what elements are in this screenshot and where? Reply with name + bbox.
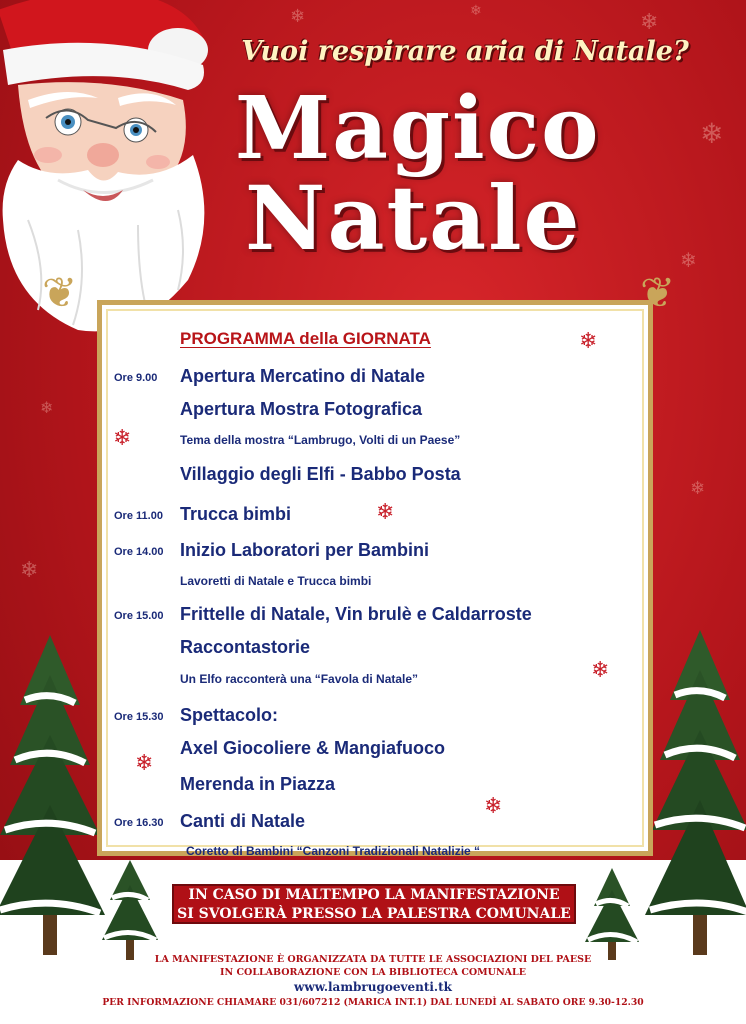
bad-weather-banner bbox=[172, 884, 576, 924]
schedule-subtext: Coretto di Bambini “Canzoni Tradizionali Natalizie “ bbox=[186, 844, 481, 858]
schedule-text: Merenda in Piazza bbox=[180, 774, 336, 794]
schedule-time: Ore 14.00 bbox=[114, 546, 164, 558]
frame-ornament-top-left-icon: ❦ bbox=[42, 268, 78, 317]
bg-snowflake-icon: ❄ bbox=[20, 558, 39, 583]
schedule-text: Trucca bimbi bbox=[180, 504, 292, 524]
schedule-text: Axel Giocoliere & Mangiafuoco bbox=[180, 738, 446, 758]
schedule-text: Raccontastorie bbox=[180, 637, 311, 657]
program-title: PROGRAMMA della GIORNATA bbox=[180, 329, 431, 348]
snowflake-icon: ❄ bbox=[113, 426, 132, 451]
banner-line-1: IN CASO DI MALTEMPO LA MANIFESTAZIONE bbox=[188, 887, 560, 903]
tree-right-icon bbox=[640, 630, 746, 970]
title-line-1: Magico bbox=[235, 78, 601, 179]
schedule-time: Ore 15.30 bbox=[114, 711, 164, 723]
schedule-text: Apertura Mostra Fotografica bbox=[180, 399, 423, 419]
frame-ornament-top-right-icon: ❦ bbox=[640, 268, 676, 317]
schedule-subtext: Un Elfo racconterà una “Favola di Natale” bbox=[180, 672, 419, 686]
footer-contact-info: PER INFORMAZIONE CHIAMARE 031/607212 (MARICA INT.1) DAL LUNEDÌ AL SABATO ORE 9.30-12.30 bbox=[102, 997, 644, 1008]
bg-snowflake-icon: ❄ bbox=[690, 478, 706, 499]
schedule-subtext: Lavoretti di Natale e Trucca bimbi bbox=[180, 574, 372, 588]
bg-snowflake-icon: ❄ bbox=[470, 3, 482, 19]
bg-snowflake-icon: ❄ bbox=[290, 6, 306, 27]
schedule-text: Frittelle di Natale, Vin brulè e Caldarroste bbox=[180, 604, 532, 624]
banner-line-2: SI SVOLGERÀ PRESSO LA PALESTRA COMUNALE bbox=[177, 906, 571, 922]
schedule-text: Canti di Natale bbox=[180, 811, 306, 831]
schedule-subtext: Tema della mostra “Lambrugo, Volti di un Paese” bbox=[180, 433, 461, 447]
bg-snowflake-icon: ❄ bbox=[640, 10, 659, 35]
bg-snowflake-icon: ❄ bbox=[680, 248, 697, 272]
snowflake-icon: ❄ bbox=[376, 500, 395, 525]
schedule-time: Ore 9.00 bbox=[114, 372, 158, 384]
snowflake-icon: ❄ bbox=[591, 658, 610, 683]
bg-snowflake-icon: ❄ bbox=[700, 117, 724, 150]
headline: Vuoi respirare aria di Natale? bbox=[241, 36, 689, 67]
snowflake-icon: ❄ bbox=[579, 329, 598, 354]
snowflake-icon: ❄ bbox=[135, 751, 154, 776]
schedule-text: Spettacolo: bbox=[180, 705, 279, 725]
schedule-text: Villaggio degli Elfi - Babbo Posta bbox=[180, 464, 461, 484]
snowflake-icon: ❄ bbox=[484, 794, 503, 819]
schedule-text: Inizio Laboratori per Bambini bbox=[180, 540, 430, 560]
title-line-2: Natale bbox=[245, 166, 582, 270]
bg-snowflake-icon: ❄ bbox=[40, 398, 54, 417]
santa-claus-illustration bbox=[0, 0, 238, 350]
footer-line-2: IN COLLABORAZIONE CON LA BIBLIOTECA COMUNALE bbox=[220, 967, 526, 978]
schedule-text: Apertura Mercatino di Natale bbox=[180, 366, 426, 386]
tree-right-small-icon bbox=[585, 868, 640, 968]
footer-website-link[interactable]: www.lambrugoeventi.tk bbox=[294, 980, 452, 994]
schedule-time: Ore 11.00 bbox=[114, 510, 163, 522]
footer-line-1: LA MANIFESTAZIONE È ORGANIZZATA DA TUTTE LE ASSOCIAZIONI DEL PAESE bbox=[154, 954, 592, 965]
schedule-time: Ore 15.00 bbox=[114, 610, 164, 622]
schedule-time: Ore 16.30 bbox=[114, 817, 164, 829]
tree-left-icon bbox=[0, 635, 105, 965]
